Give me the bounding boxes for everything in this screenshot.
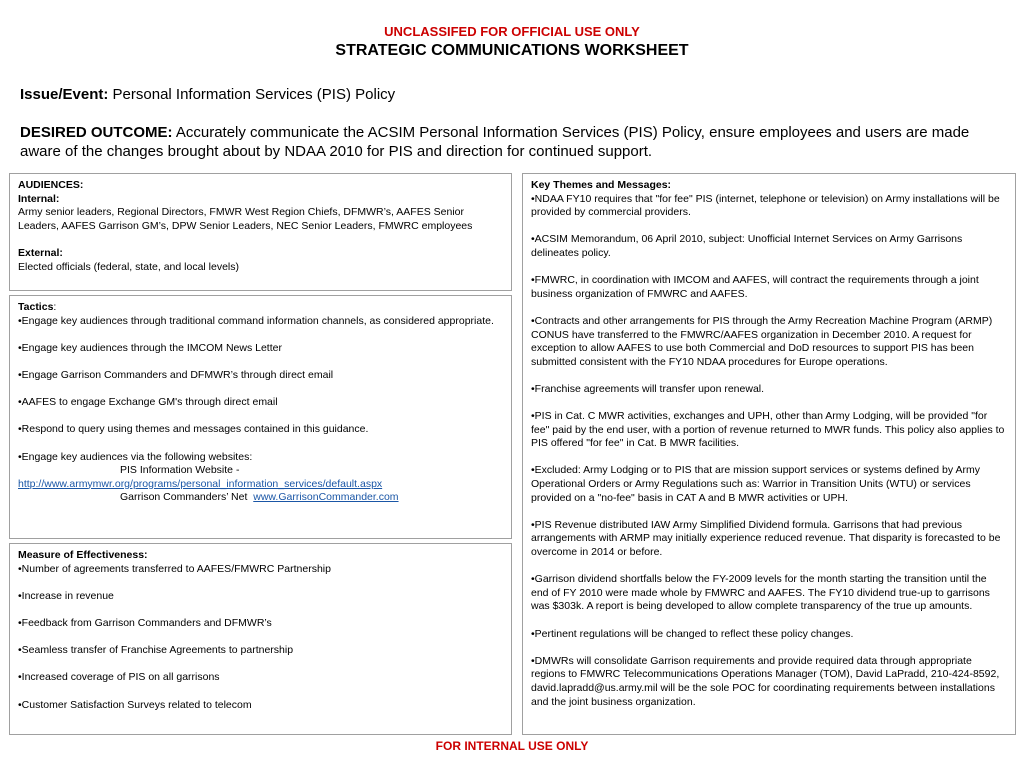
measure-heading: Measure of Effectiveness:	[18, 549, 148, 561]
list-item: •Seamless transfer of Franchise Agreements to partnership	[18, 644, 294, 657]
external-label: External:	[18, 246, 63, 259]
list-item: •Increased coverage of PIS on all garrisons	[18, 671, 220, 684]
desired-outcome	[20, 123, 1010, 161]
measure-box	[9, 543, 512, 735]
audiences-heading: AUDIENCES:	[18, 179, 84, 191]
list-item: •Engage Garrison Commanders and DFMWR’s through direct email	[18, 368, 334, 381]
issue-text: Personal Information Services (PIS) Policy	[112, 86, 396, 103]
page-title: STRATEGIC COMMUNICATIONS WORKSHEET	[335, 42, 689, 59]
audiences-box	[9, 173, 512, 291]
list-item: •Excluded: Army Lodging or to PIS that are mission support services or systems defined by Army Operational Orders or Army Regulations such as: Warrior in Transition Units (WTU) or services provided on a "no-fee" basis in CAT A and B MWR activities or UPH.	[531, 464, 980, 504]
list-item: •Customer Satisfaction Surveys related to telecom	[18, 698, 252, 711]
internal-label: Internal:	[18, 192, 60, 205]
gc-net-label: Garrison Commanders’ Net	[120, 491, 248, 504]
tactics-heading: Tactics	[18, 301, 54, 313]
list-item: •Garrison dividend shortfalls below the FY-2009 levels for the month starting the transition until the end of FY 2010 were made whole by FMWRC and AAFES. The FY10 dividend true-up to garrisons was $303k. A report is being developed to allow complete transparency of the true up amounts.	[531, 573, 990, 613]
list-item: •Engage key audiences through traditional command information channels, as considered appropriate.	[18, 314, 494, 327]
footer-marking: FOR INTERNAL USE ONLY	[435, 739, 589, 753]
desired-outcome-text: Accurately communicate the ACSIM Personal Information Services (PIS) Policy, ensure employees and users are made aware of the changes brought about by NDAA 2010 for PIS and direction for continued support.	[20, 124, 970, 160]
list-item: •ACSIM Memorandum, 06 April 2010, subject: Unofficial Internet Services on Army Garrisons delineates policy.	[531, 233, 963, 259]
list-item: •Contracts and other arrangements for PIS through the Army Recreation Machine Program (ARMP) CONUS have transferred to the FMWRC/AAFES organization in December 2010. A request for exception to allow AAFES to use both Commercial and DoD resources to support PIS has been submitted consistent with the FY10 NDAA procedures for Europe operations.	[531, 314, 993, 368]
list-item: •DMWRs will consolidate Garrison requirements and provide required data through appropriate regions to FMWRC Telecommunications Operations Manager (TOM), David LaPradd, 210-424-8592, david.lapradd@us.army.mil will be the sole POC for coordinating requirements between installations and the joint business organization.	[531, 654, 1000, 708]
pis-site-label: PIS Information Website -	[120, 464, 240, 477]
classification-banner: UNCLASSIFED FOR OFFICIAL USE ONLY	[384, 24, 640, 39]
pis-site-link[interactable]: http://www.armymwr.org/programs/personal_information_services/default.aspx	[18, 477, 383, 490]
desired-outcome-label: DESIRED OUTCOME:	[20, 124, 173, 141]
list-item: •AAFES to engage Exchange GM's through direct email	[18, 396, 278, 409]
issue-event	[20, 85, 1010, 104]
list-item: •NDAA FY10 requires that "for fee" PIS (internet, telephone or television) on Army installations will be provided by commercial providers.	[531, 192, 1000, 219]
gc-net-link[interactable]: www.GarrisonCommander.com	[253, 491, 399, 504]
list-item: •PIS Revenue distributed IAW Army Simplified Dividend formula. Garrisons that had previous arrangements with ARMP may initially experience reduced revenue. That disparity is forecasted to be overcome in 2014 or before.	[531, 518, 1001, 559]
themes-heading: Key Themes and Messages:	[531, 179, 672, 191]
themes-box	[522, 173, 1016, 735]
list-item: •Pertinent regulations will be changed to reflect these policy changes.	[531, 627, 854, 640]
list-item: •Increase in revenue	[18, 589, 114, 602]
internal-text: Army senior leaders, Regional Directors, FMWR West Region Chiefs, DFMWR’s, AAFES Senior Leaders, AAFES Garrison GM’s, DPW Senior Leaders, NEC Senior Leaders, FMWRC employees	[18, 206, 473, 232]
list-item: •Engage key audiences through the IMCOM News Letter	[18, 341, 282, 354]
list-item: •Engage key audiences via the following websites:	[18, 450, 253, 463]
tactics-box: Tactics: •Engage key audiences through traditional command information channels, as considered appropriate. •Engage key audiences through the IMCOM News Letter •Engage Garrison Commanders and DFMWR’s through direct email •AAFES to engage Exchange GM's through direct email •Respond to query using themes and messages contained in this guidance. •Engage key audiences via the following websites: PIS Information Website - http://www.armymwr.org/programs/personal_information_services/default.aspx Garrison Commanders’ Net www.GarrisonCommander.com	[9, 295, 512, 539]
list-item: •FMWRC, in coordination with IMCOM and AAFES, will contract the requirements through a joint business organization of FMWRC and AAFES.	[531, 274, 979, 300]
list-item: •PIS in Cat. C MWR activities, exchanges and UPH, other than Army Lodging, will be provided "for fee" paid by the end user, with a portion of revenue returned to MWR funds. This policy also applies to PIS offered "for fee" in Cat. B MWR facilities.	[531, 410, 1005, 450]
list-item: •Franchise agreements will transfer upon renewal.	[531, 382, 765, 395]
issue-label: Issue/Event:	[20, 86, 109, 103]
list-item: •Respond to query using themes and messages contained in this guidance.	[18, 423, 369, 436]
list-item: •Number of agreements transferred to AAFES/FMWRC Partnership	[18, 562, 331, 575]
list-item: •Feedback from Garrison Commanders and DFMWR’s	[18, 616, 272, 629]
external-text: Elected officials (federal, state, and local levels)	[18, 260, 240, 273]
